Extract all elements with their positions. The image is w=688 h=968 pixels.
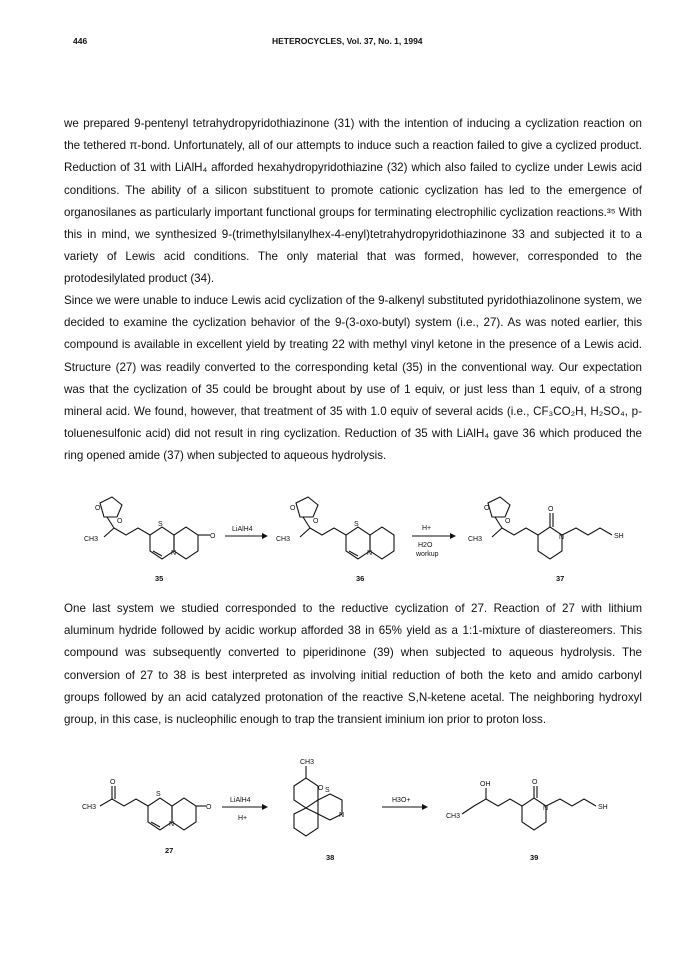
structure-39-ch3: CH3 xyxy=(446,813,461,820)
structure-39 xyxy=(446,779,608,862)
running-title: HETEROCYCLES, Vol. 37, No. 1, 1994 xyxy=(272,36,423,46)
paragraph-1-text: we prepared 9-pentenyl tetrahydropyridothiazinone (31) with the intention of inducing a cyclization reaction on the tethered π-bond. Unfortunately, all of our attempts to induce such a reaction failed to give a cyclized product. Reduction of 31 with LiAlH₄ afforded hexahydropyridothiazine (32) which also failed to cyclize under Lewis acid conditions. The ability of a silicon substituent to promote cationic cyclization has led to the emergence of organosilanes as particularly important functional groups for terminating electrophilic cyclization reactions.³⁵ With this in mind, we synthesized 9-(trimethylsilanylhex-4-enyl)tetrahydropyridothiazinone 33 and subjected it to a variety of Lewis acid conditions. The only material that was formed, however, corresponded to the protodesilylated product (34). xyxy=(64,117,642,286)
paragraph-3-text: One last system we studied corresponded to the reductive cyclization of 27. Reaction of 27 with lithium aluminum hydride followed by acidic workup afforded 38 in 65% yield as a 1:1-mixture of diastereomers. This compound was subsequently converted to piperidinone (39) when subjected to aqueous hydrolysis. The conversion of 27 to 38 is best interpreted as involving initial reduction of both the keto and amido carbonyl groups followed by an acid catalyzed protonation of the reactive S,N-ketene acetal. The neighboring hydroxyl group, in this case, is nucleophilic enough to trap the transient iminium ion prior to proton loss. xyxy=(64,602,642,727)
structure-36-ch3: CH3 xyxy=(276,536,291,543)
structure-37-o2: O xyxy=(505,518,511,525)
scheme-2 xyxy=(0,756,688,874)
structure-39-n: N xyxy=(543,805,549,812)
structure-36-n: N xyxy=(367,550,373,557)
paragraph-1 xyxy=(64,113,642,291)
page-header xyxy=(0,36,688,50)
structure-35-ch3: CH3 xyxy=(84,536,99,543)
structure-38 xyxy=(294,759,344,862)
structure-27 xyxy=(82,779,212,855)
compound-label-35: 35 xyxy=(155,574,164,583)
structure-27-keto-o: O xyxy=(110,779,116,786)
structure-38-o: O xyxy=(318,785,324,792)
structure-38-s: S xyxy=(325,787,330,794)
compound-label-38: 38 xyxy=(326,853,335,862)
structure-35-o: O xyxy=(95,505,101,512)
compound-label-36: 36 xyxy=(356,574,365,583)
structure-39-oh: OH xyxy=(480,781,491,788)
structure-27-n: N xyxy=(169,821,175,828)
structure-36 xyxy=(276,497,394,583)
paragraph-2-text: Since we were unable to induce Lewis acid cyclization of the 9-alkenyl substituted pyridothiazolinone system, we decided to examine the cyclization behavior of the 9-(3-oxo-butyl) system (i.e., 27). As was noted earlier, this compound is available in excellent yield by treating 22 with methyl vinyl ketone in the presence of a Lewis acid. Structure (27) was readily converted to the corresponding ketal (35) in the conventional way. Our expectation was that the cyclization of 35 could be brought about by use of 1 equiv, or just less than 1 equiv, of a strong mineral acid. We found, however, that treatment of 35 with 1.0 equiv of several acids (i.e., CF₃CO₂H, H₂SO₄, p-toluenesulfonic acid) did not result in ring cyclization. Reduction of 35 with LiAlH₄ gave 36 which produced the ring opened amide (37) when subjected to aqueous hydrolysis. xyxy=(64,294,642,463)
structure-39-sh: SH xyxy=(598,804,608,811)
structure-37-carbonyl-o: O xyxy=(548,506,554,513)
structure-35 xyxy=(84,497,216,583)
paragraph-3 xyxy=(64,598,642,731)
paragraph-2 xyxy=(64,290,642,468)
reagent-lialh4-2: LiAlH4 xyxy=(230,797,251,804)
structure-27-carbonyl-o: O xyxy=(206,804,212,811)
structure-37 xyxy=(468,497,624,583)
reaction-arrow-1 xyxy=(225,526,268,539)
compound-label-27: 27 xyxy=(165,846,174,855)
structure-27-s: S xyxy=(156,791,161,798)
structure-35-o2: O xyxy=(117,518,123,525)
structure-39-o: O xyxy=(532,779,538,786)
page-number: 446 xyxy=(73,36,88,46)
reagent-h3o-plus: H3O+ xyxy=(392,797,411,804)
compound-label-37: 37 xyxy=(556,574,565,583)
scheme-1 xyxy=(0,485,688,593)
structure-36-o: O xyxy=(290,505,296,512)
structure-38-n: N xyxy=(339,812,345,819)
reagent-lialh4: LiAlH4 xyxy=(232,526,253,533)
structure-35-carbonyl-o: O xyxy=(210,533,216,540)
compound-label-39: 39 xyxy=(530,853,539,862)
structure-35-n: N xyxy=(171,550,177,557)
structure-35-s: S xyxy=(158,521,163,528)
structure-27-ch3: CH3 xyxy=(82,804,97,811)
reagent-workup: workup xyxy=(416,551,439,558)
reaction-arrow-2 xyxy=(412,525,456,558)
structure-38-ch3: CH3 xyxy=(300,759,315,766)
structure-37-o: O xyxy=(484,505,490,512)
reagent-h-plus-2: H+ xyxy=(238,815,248,822)
reaction-arrow-4 xyxy=(382,797,428,810)
structure-37-sh: SH xyxy=(614,533,624,540)
structure-36-o2: O xyxy=(313,518,319,525)
reagent-h2o: H2O xyxy=(418,542,433,549)
reaction-arrow-3 xyxy=(222,797,268,822)
structure-37-n: N xyxy=(559,534,565,541)
structure-36-s: S xyxy=(354,521,359,528)
structure-37-ch3: CH3 xyxy=(468,536,483,543)
reagent-h-plus: H+ xyxy=(422,525,432,532)
